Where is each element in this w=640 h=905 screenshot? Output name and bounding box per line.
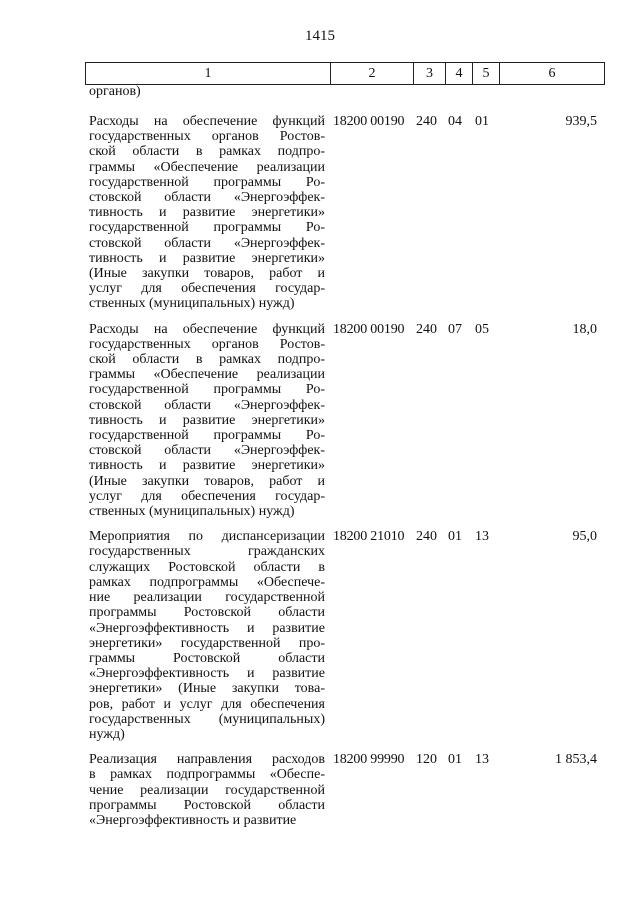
amount: 1 853,4 (555, 752, 597, 768)
header-col-4: 4 (446, 63, 473, 85)
row-description (89, 529, 325, 742)
header-col-6: 6 (500, 63, 605, 85)
description-line: энергетики» (Иные закупки това- (89, 681, 325, 697)
section-code: 04 (448, 114, 462, 129)
description-line: (Иные закупки товаров, работ и (89, 266, 325, 282)
page-number: 1415 (305, 28, 335, 44)
description-line: энергетики» государственной про- (89, 635, 325, 651)
description-line: тивность и развитие энергетики» (89, 205, 325, 221)
expense-type-code: 240 (416, 114, 437, 129)
section-code: 07 (448, 321, 462, 337)
description-line: услуг для обеспечения государ- (89, 488, 325, 504)
description-line: служащих Ростовской области в (89, 559, 325, 575)
description-line: граммы Ростовской области (89, 650, 325, 666)
description-line: услуг для обеспечения государ- (89, 281, 325, 297)
description-line: чение реализации государственной (89, 782, 325, 798)
description-line: государственной программы Ро- (89, 428, 325, 444)
expense-type-code: 240 (416, 321, 437, 337)
column-header-table (85, 62, 605, 85)
description-line: государственной программы Ро- (89, 220, 325, 236)
program-code: 18200 00190 (333, 321, 405, 337)
header-col-5: 5 (473, 63, 500, 85)
header-col-3: 3 (414, 63, 446, 85)
description-line: ственных (муниципальных) нужд) (89, 504, 295, 520)
subsection-code: 13 (475, 529, 489, 545)
table-row (85, 752, 605, 828)
description-line: стовской области «Энергоэффек- (89, 397, 325, 413)
description-line: тивность и развитие энергетики» (89, 412, 325, 428)
expense-type-code: 120 (416, 752, 437, 768)
description-line: «Энергоэффективность и развитие (89, 620, 325, 636)
description-line: программы Ростовской области (89, 797, 325, 813)
description-line: государственной программы Ро- (89, 174, 325, 190)
subsection-code: 05 (475, 321, 489, 337)
description-line: нужд) (89, 726, 125, 742)
description-line: ственных (муниципальных) нужд) (89, 296, 295, 312)
expense-type-code: 240 (416, 529, 437, 545)
description-line: граммы «Обеспечение реализации (89, 367, 325, 383)
description-line: Реализация направления расходов (89, 752, 325, 768)
description-line: стовской области «Энергоэффек- (89, 235, 325, 251)
description-line: стовской области «Энергоэффек- (89, 190, 325, 206)
description-line: рамках подпрограммы «Обеспече- (89, 574, 325, 590)
description-line: (Иные закупки товаров, работ и (89, 473, 325, 489)
program-code: 18200 00190 (333, 114, 405, 129)
section-code: 01 (448, 752, 462, 768)
description-line: «Энергоэффективность и развитие (89, 812, 297, 828)
description-line: Мероприятия по диспансеризации (89, 529, 325, 545)
description-line: государственных органов Ростов- (89, 129, 325, 145)
description-line: программы Ростовской области (89, 605, 325, 621)
header-col-2: 2 (331, 63, 414, 85)
section-code: 01 (448, 529, 462, 545)
description-line: ской области в рамках подпро- (89, 352, 325, 368)
row-description (89, 752, 325, 828)
subsection-code: 13 (475, 752, 489, 768)
description-line: Расходы на обеспечение функций (89, 114, 325, 129)
description-line: государственной программы Ро- (89, 382, 325, 398)
table-body (85, 84, 605, 828)
table-row (85, 114, 605, 312)
description-line: ров, работ и услуг для обеспечения (89, 696, 325, 712)
continuation-row (85, 84, 605, 114)
description-line: стовской области «Энергоэффек- (89, 443, 325, 459)
description-line: граммы «Обеспечение реализации (89, 159, 325, 175)
program-code: 18200 21010 (333, 529, 405, 545)
table-rows (85, 114, 605, 828)
description-line: тивность и развитие энергетики» (89, 250, 325, 266)
continuation-text: органов) (89, 84, 141, 99)
table-row (85, 322, 605, 520)
amount: 18,0 (572, 321, 597, 337)
description-line: ской области в рамках подпро- (89, 144, 325, 160)
program-code: 18200 99990 (333, 752, 405, 768)
description-line: государственных гражданских (89, 544, 325, 560)
description-line: ние реализации государственной (89, 590, 325, 606)
amount: 95,0 (572, 529, 597, 545)
subsection-code: 01 (475, 114, 489, 129)
row-description (89, 114, 325, 312)
row-description (89, 322, 325, 520)
description-line: в рамках подпрограммы «Обеспе- (89, 767, 325, 783)
header-col-1: 1 (86, 63, 331, 85)
header-row (86, 63, 605, 85)
description-line: тивность и развитие энергетики» (89, 458, 325, 474)
description-line: «Энергоэффективность и развитие (89, 666, 325, 682)
description-line: государственных органов Ростов- (89, 336, 325, 352)
description-line: государственных (муниципальных) (89, 711, 325, 727)
description-line: Расходы на обеспечение функций (89, 321, 325, 337)
table-row (85, 529, 605, 742)
amount: 939,5 (565, 114, 597, 129)
